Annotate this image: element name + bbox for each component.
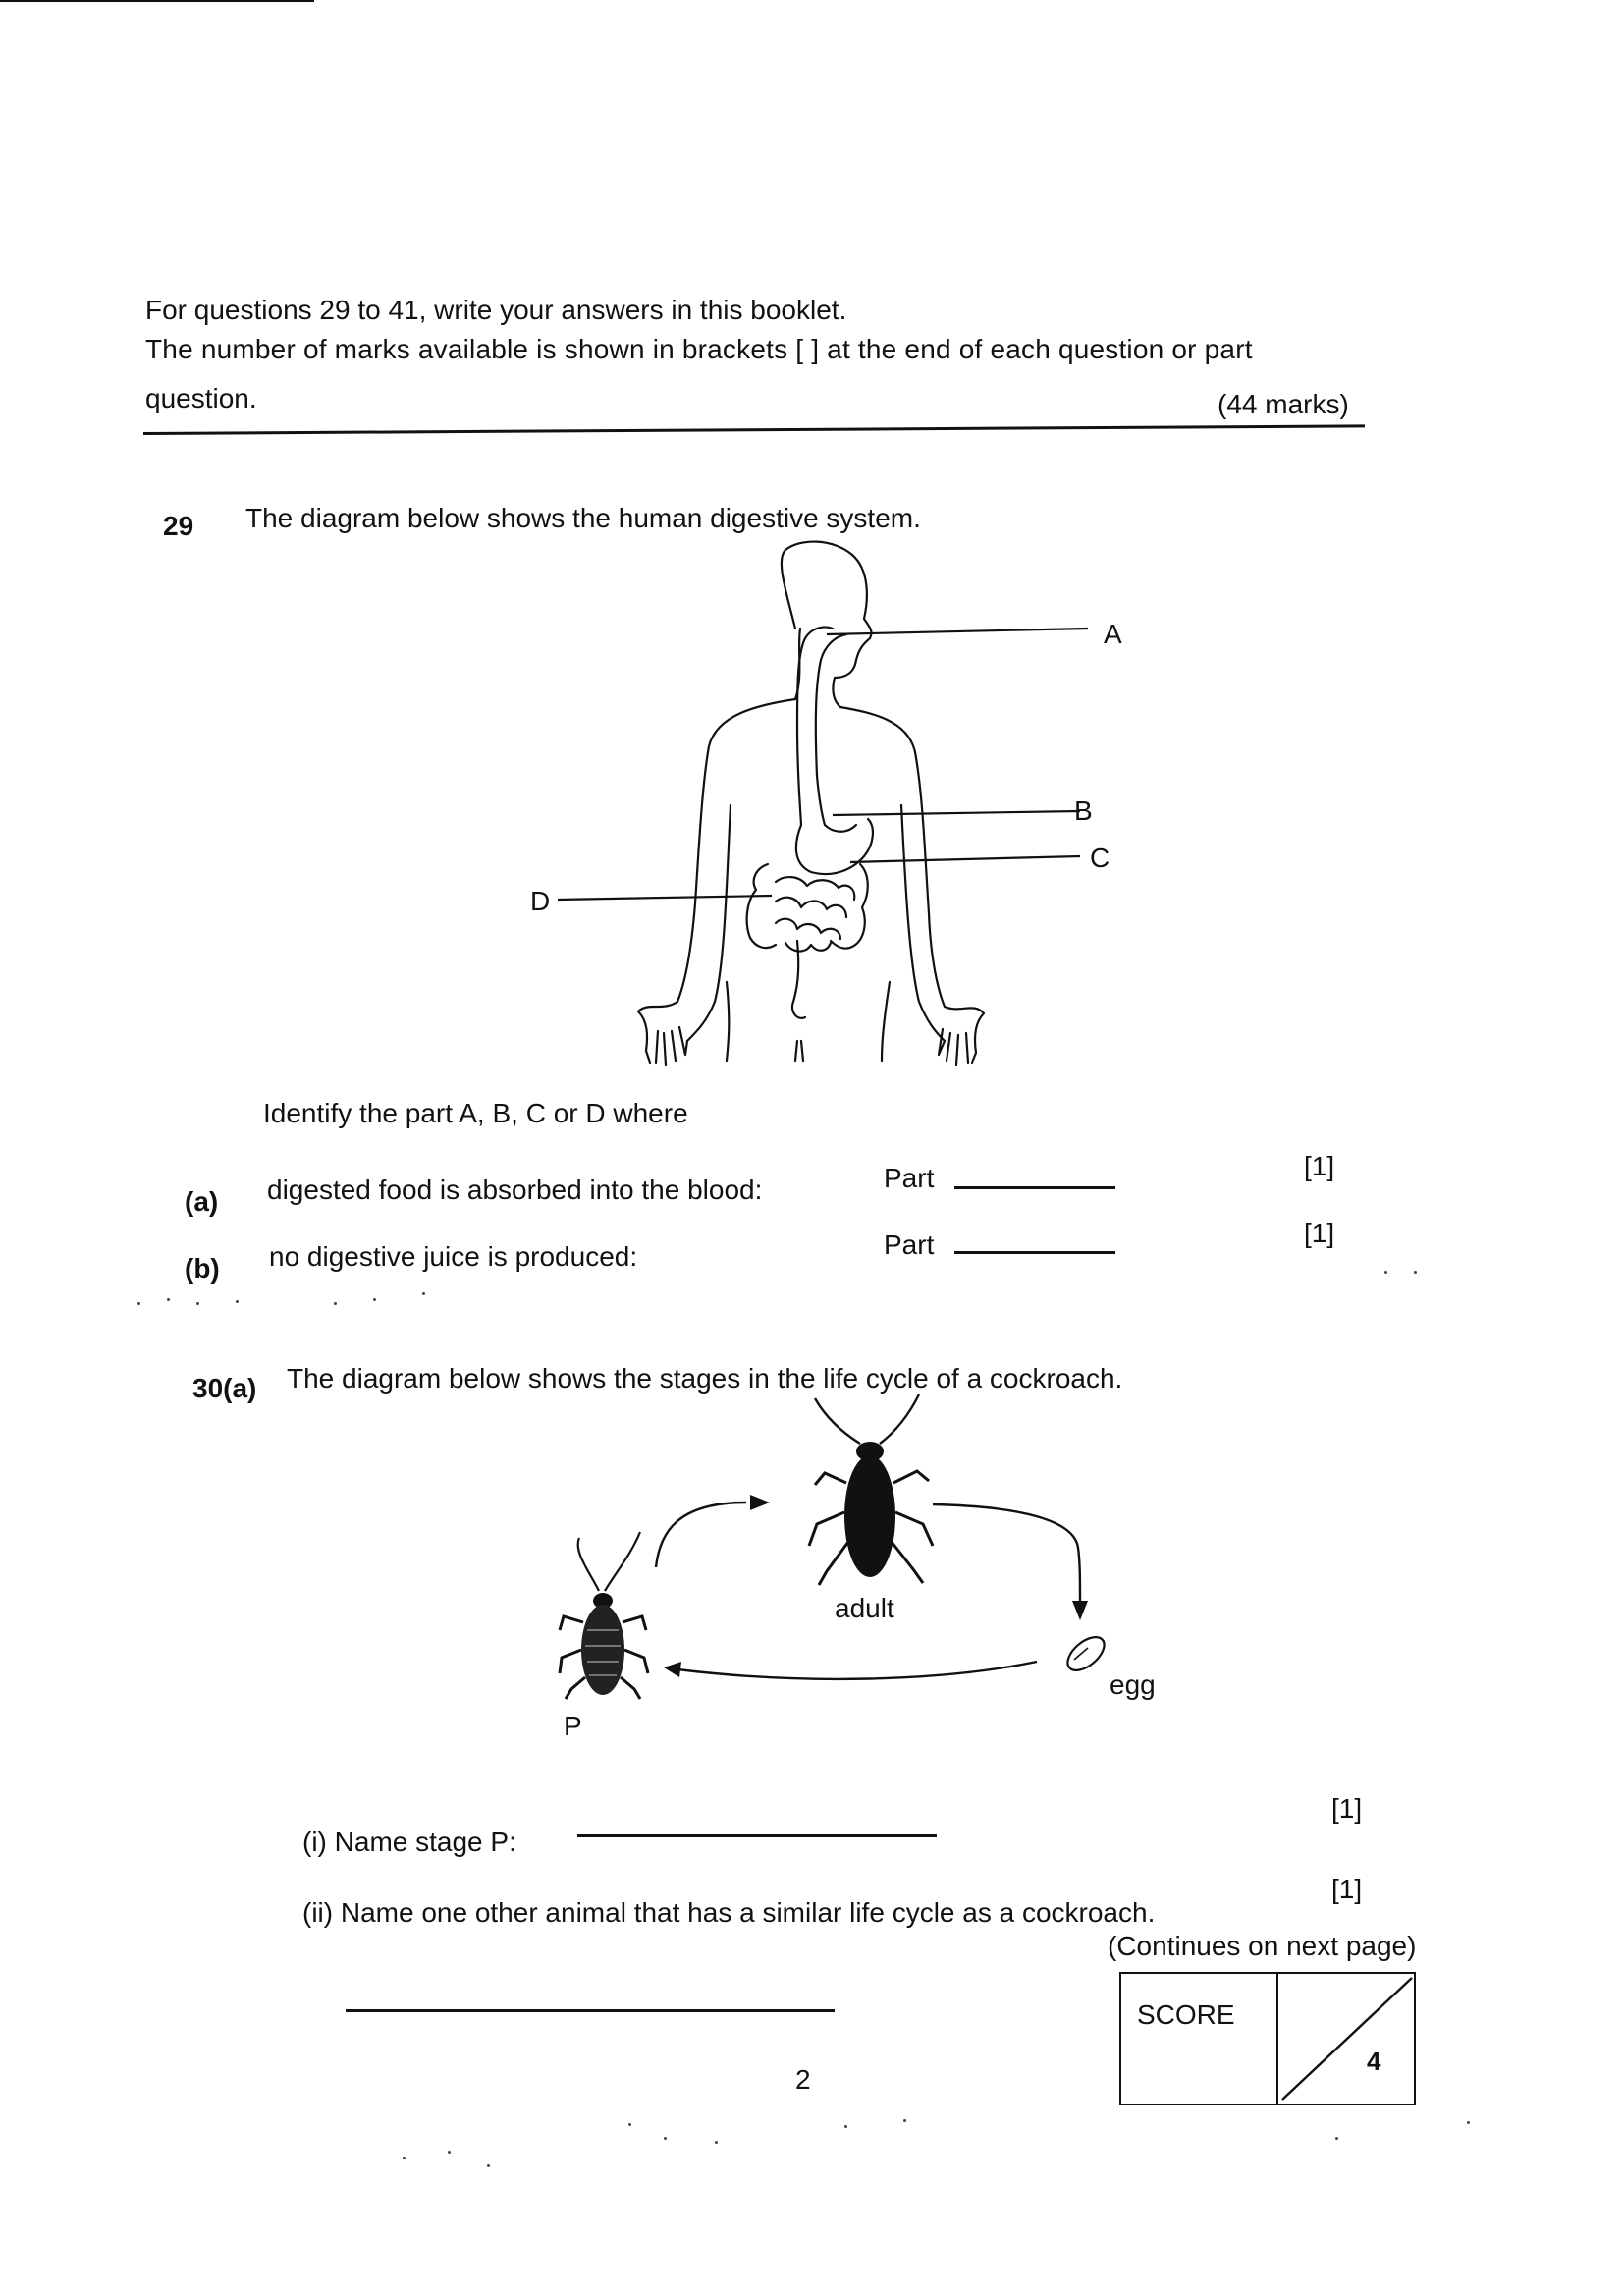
q29a-text: digested food is absorbed into the blood: xyxy=(267,1175,763,1205)
scan-dot xyxy=(664,2137,667,2140)
q29-prompt: Identify the part A, B, C or D where xyxy=(263,1098,688,1128)
score-label: SCORE xyxy=(1137,1999,1235,2030)
q29-intro: The diagram below shows the human digestive system. xyxy=(245,503,921,533)
scan-dot xyxy=(487,2164,490,2167)
label-b: B xyxy=(1074,795,1093,826)
q29b-text: no digestive juice is produced: xyxy=(269,1241,638,1272)
scan-dot xyxy=(448,2151,451,2154)
instructions-line-2: The number of marks available is shown in brackets [ ] at the end of each question or part xyxy=(145,334,1253,364)
scan-dot xyxy=(1335,2137,1338,2140)
q30-intro: The diagram below shows the stages in the life cycle of a cockroach. xyxy=(287,1363,1123,1394)
score-diagonal xyxy=(1278,1974,1416,2104)
q30-i-text: (i) Name stage P: xyxy=(302,1827,516,1857)
q30-i-answer-line[interactable] xyxy=(577,1834,937,1837)
label-p: P xyxy=(564,1711,582,1741)
q29b-marks: [1] xyxy=(1304,1218,1335,1248)
instructions-line-3: question. xyxy=(145,383,257,413)
label-a: A xyxy=(1104,619,1122,649)
page-number: 2 xyxy=(795,2064,811,2095)
instructions-line-1: For questions 29 to 41, write your answers in this booklet. xyxy=(145,295,847,325)
continues-note: (Continues on next page) xyxy=(1108,1931,1417,1961)
q29b-answer-label: Part xyxy=(884,1230,935,1260)
nymph-cockroach-icon xyxy=(560,1532,648,1699)
adult-cockroach-icon xyxy=(809,1394,933,1585)
q29-number: 29 xyxy=(163,511,194,541)
scan-dot xyxy=(903,2119,906,2122)
score-box xyxy=(1119,1972,1416,2105)
egg-icon xyxy=(1061,1631,1110,1677)
q29a-answer-label: Part xyxy=(884,1163,935,1193)
label-d: D xyxy=(530,886,551,916)
scan-dot xyxy=(403,2157,406,2159)
scan-dot xyxy=(1467,2121,1470,2124)
label-adult: adult xyxy=(835,1593,894,1623)
scan-dot xyxy=(628,2123,631,2126)
q30-ii-text: (ii) Name one other animal that has a similar life cycle as a cockroach. xyxy=(302,1897,1156,1928)
q29a-marks: [1] xyxy=(1304,1151,1335,1181)
label-egg: egg xyxy=(1110,1669,1156,1700)
q30-number: 30(a) xyxy=(192,1373,257,1403)
scan-dot xyxy=(844,2125,847,2128)
score-total: 4 xyxy=(1367,2047,1381,2076)
q30-ii-marks: [1] xyxy=(1331,1874,1363,1904)
scan-dot xyxy=(715,2141,718,2144)
total-marks: (44 marks) xyxy=(1218,389,1349,419)
q30-i-marks: [1] xyxy=(1331,1793,1363,1824)
label-c: C xyxy=(1090,843,1110,873)
q29a-letter: (a) xyxy=(185,1186,219,1217)
q29b-letter: (b) xyxy=(185,1253,220,1284)
q30-ii-answer-line[interactable] xyxy=(346,2009,835,2012)
